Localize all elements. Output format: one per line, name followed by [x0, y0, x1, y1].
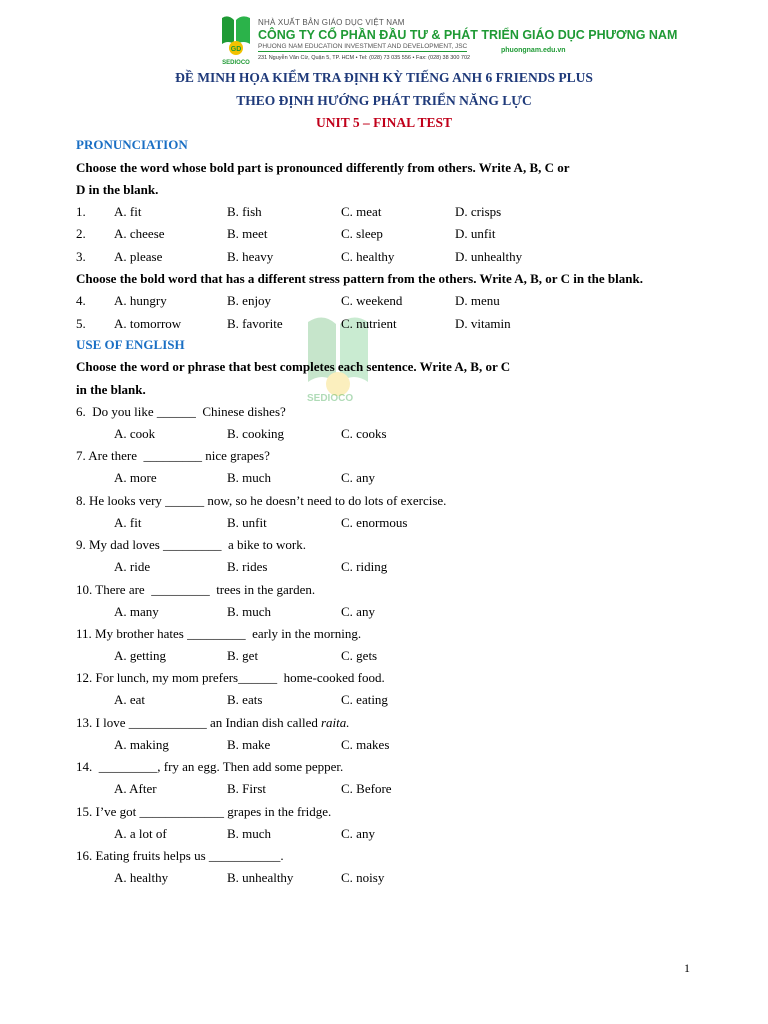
- question-stem: [76, 537, 696, 557]
- option-b: B. make: [227, 737, 271, 752]
- option-c: C. any: [341, 470, 375, 485]
- instruction-use-of-english-cont: in the blank.: [76, 382, 146, 397]
- publisher-name: NHÀ XUẤT BẢN GIÁO DỤC VIỆT NAM: [258, 18, 405, 27]
- question-row: [76, 204, 696, 224]
- option-b: B. cooking: [227, 426, 285, 441]
- option-b: B. eats: [227, 692, 263, 707]
- option-b: B. enjoy: [227, 293, 272, 308]
- question-options: [76, 737, 696, 757]
- company-address: 231 Nguyễn Văn Cừ, Quận 5, TP. HCM • Tel: (028) 73 035 556 • Fax: (028) 38 300 702: [258, 55, 471, 61]
- question-options: [76, 870, 696, 890]
- question-stem: [76, 493, 696, 513]
- question-options: [76, 515, 696, 535]
- option-c: C. enormous: [341, 515, 408, 530]
- option-a: A. After: [114, 781, 157, 796]
- option-a: A. cook: [114, 426, 156, 441]
- option-d: D. crisps: [455, 204, 502, 219]
- question-text: 16. Eating fruits helps us ___________.: [76, 848, 284, 863]
- question-stem: [76, 582, 696, 602]
- question-row: [76, 226, 696, 246]
- question-stem: [76, 670, 696, 690]
- sedioco-logo-icon: [218, 14, 254, 66]
- question-text: 7. Are there _________ nice grapes?: [76, 448, 270, 463]
- page-number: 1: [684, 961, 690, 975]
- option-c: C. nutrient: [341, 316, 397, 331]
- question-stem: [76, 848, 696, 868]
- section-heading-use-of-english: USE OF ENGLISH: [76, 337, 185, 352]
- question-number: 4.: [76, 293, 86, 308]
- option-c: C. Before: [341, 781, 392, 796]
- option-a: A. getting: [114, 648, 166, 663]
- option-a: A. fit: [114, 204, 142, 219]
- question-row: [76, 316, 696, 336]
- question-text: 11. My brother hates _________ early in the morning.: [76, 626, 362, 641]
- question-text: 15. I’ve got _____________ grapes in the fridge.: [76, 804, 332, 819]
- company-website: phuongnam.edu.vn: [501, 47, 566, 54]
- option-c: C. any: [341, 604, 375, 619]
- option-a: A. cheese: [114, 226, 165, 241]
- question-options: [76, 559, 696, 579]
- company-name: CÔNG TY CỔ PHẦN ĐẦU TƯ & PHÁT TRIỂN GIÁO DỤC PHƯƠNG NAM: [258, 28, 678, 42]
- question-options: [76, 781, 696, 801]
- question-text: 9. My dad loves _________ a bike to work.: [76, 537, 307, 552]
- svg-text:SEDIOCO: SEDIOCO: [222, 60, 250, 66]
- question-number: 2.: [76, 226, 86, 241]
- question-row: [76, 293, 696, 313]
- question-stem: [76, 448, 696, 468]
- option-a: A. many: [114, 604, 159, 619]
- option-a: A. a lot of: [114, 826, 167, 841]
- option-c: C. makes: [341, 737, 390, 752]
- question-stem: [76, 404, 696, 424]
- question-italic-text: raita.: [321, 715, 350, 730]
- option-b: B. favorite: [227, 316, 283, 331]
- option-a: A. more: [114, 470, 157, 485]
- instruction-use-of-english: Choose the word or phrase that best completes each sentence. Write A, B, or C: [76, 359, 511, 374]
- question-stem: [76, 715, 696, 735]
- instruction-pronunciation: Choose the word whose bold part is pronounced differently from others. Write A, B, C or: [76, 160, 570, 175]
- question-number: 5.: [76, 316, 86, 331]
- option-c: C. eating: [341, 692, 388, 707]
- option-c: C. healthy: [341, 249, 395, 264]
- option-b: B. much: [227, 826, 272, 841]
- question-options: [76, 470, 696, 490]
- option-b: B. unfit: [227, 515, 267, 530]
- instruction-pronunciation-cont: D in the blank.: [76, 182, 159, 197]
- question-text: 6. Do you like ______ Chinese dishes?: [76, 404, 286, 419]
- svg-text:GD: GD: [230, 46, 242, 53]
- company-name-en: PHUONG NAM EDUCATION INVESTMENT AND DEVELOPMENT, JSC: [258, 43, 468, 50]
- question-stem: [76, 759, 696, 779]
- option-a: A. fit: [114, 515, 142, 530]
- option-d: D. vitamin: [455, 316, 511, 331]
- question-text: 14. _________, fry an egg. Then add some pepper.: [76, 759, 344, 774]
- question-text: 13. I love ____________ an Indian dish called: [76, 715, 322, 730]
- option-c: C. riding: [341, 559, 388, 574]
- option-b: B. fish: [227, 204, 262, 219]
- option-a: A. hungry: [114, 293, 167, 308]
- option-b: B. much: [227, 604, 272, 619]
- question-number: 3.: [76, 249, 86, 264]
- unit-title: UNIT 5 – FINAL TEST: [315, 115, 453, 130]
- option-c: C. sleep: [341, 226, 383, 241]
- question-stem: [76, 626, 696, 646]
- option-c: C. gets: [341, 648, 378, 663]
- instruction-stress: Choose the bold word that has a different stress pattern from the others. Write A, B, or C in the blank.: [76, 271, 643, 286]
- option-c: C. meat: [341, 204, 382, 219]
- option-a: A. tomorrow: [114, 316, 182, 331]
- option-a: A. eat: [114, 692, 146, 707]
- option-b: B. unhealthy: [227, 870, 294, 885]
- exam-subtitle: THEO ĐỊNH HƯỚNG PHÁT TRIỂN NĂNG LỰC: [236, 93, 532, 108]
- option-d: D. menu: [455, 293, 500, 308]
- option-b: B. much: [227, 470, 272, 485]
- option-b: B. get: [227, 648, 259, 663]
- question-options: [76, 692, 696, 712]
- section-heading-pronunciation: PRONUNCIATION: [76, 137, 188, 152]
- option-a: A. making: [114, 737, 169, 752]
- option-c: C. any: [341, 826, 375, 841]
- option-b: B. meet: [227, 226, 268, 241]
- option-b: B. heavy: [227, 249, 274, 264]
- publisher-header: [218, 14, 678, 66]
- option-a: A. ride: [114, 559, 151, 574]
- question-options: [76, 426, 696, 446]
- question-options: [76, 826, 696, 846]
- option-c: C. weekend: [341, 293, 403, 308]
- question-row: [76, 249, 696, 269]
- question-text: 12. For lunch, my mom prefers______ home-cooked food.: [76, 670, 385, 685]
- question-text: 10. There are _________ trees in the garden.: [76, 582, 316, 597]
- option-a: A. healthy: [114, 870, 169, 885]
- option-b: B. First: [227, 781, 267, 796]
- option-c: C. noisy: [341, 870, 385, 885]
- option-d: D. unfit: [455, 226, 496, 241]
- question-text: 8. He looks very ______ now, so he doesn’t need to do lots of exercise.: [76, 493, 447, 508]
- question-stem: [76, 804, 696, 824]
- question-options: [76, 604, 696, 624]
- option-b: B. rides: [227, 559, 268, 574]
- option-d: D. unhealthy: [455, 249, 523, 264]
- exam-title: ĐỀ MINH HỌA KIỂM TRA ĐỊNH KỲ TIẾNG ANH 6 FRIENDS PLUS: [175, 70, 593, 85]
- option-c: C. cooks: [341, 426, 387, 441]
- option-a: A. please: [114, 249, 163, 264]
- question-number: 1.: [76, 204, 86, 219]
- question-options: [76, 648, 696, 668]
- watermark-text: SEDIOCO: [307, 393, 354, 404]
